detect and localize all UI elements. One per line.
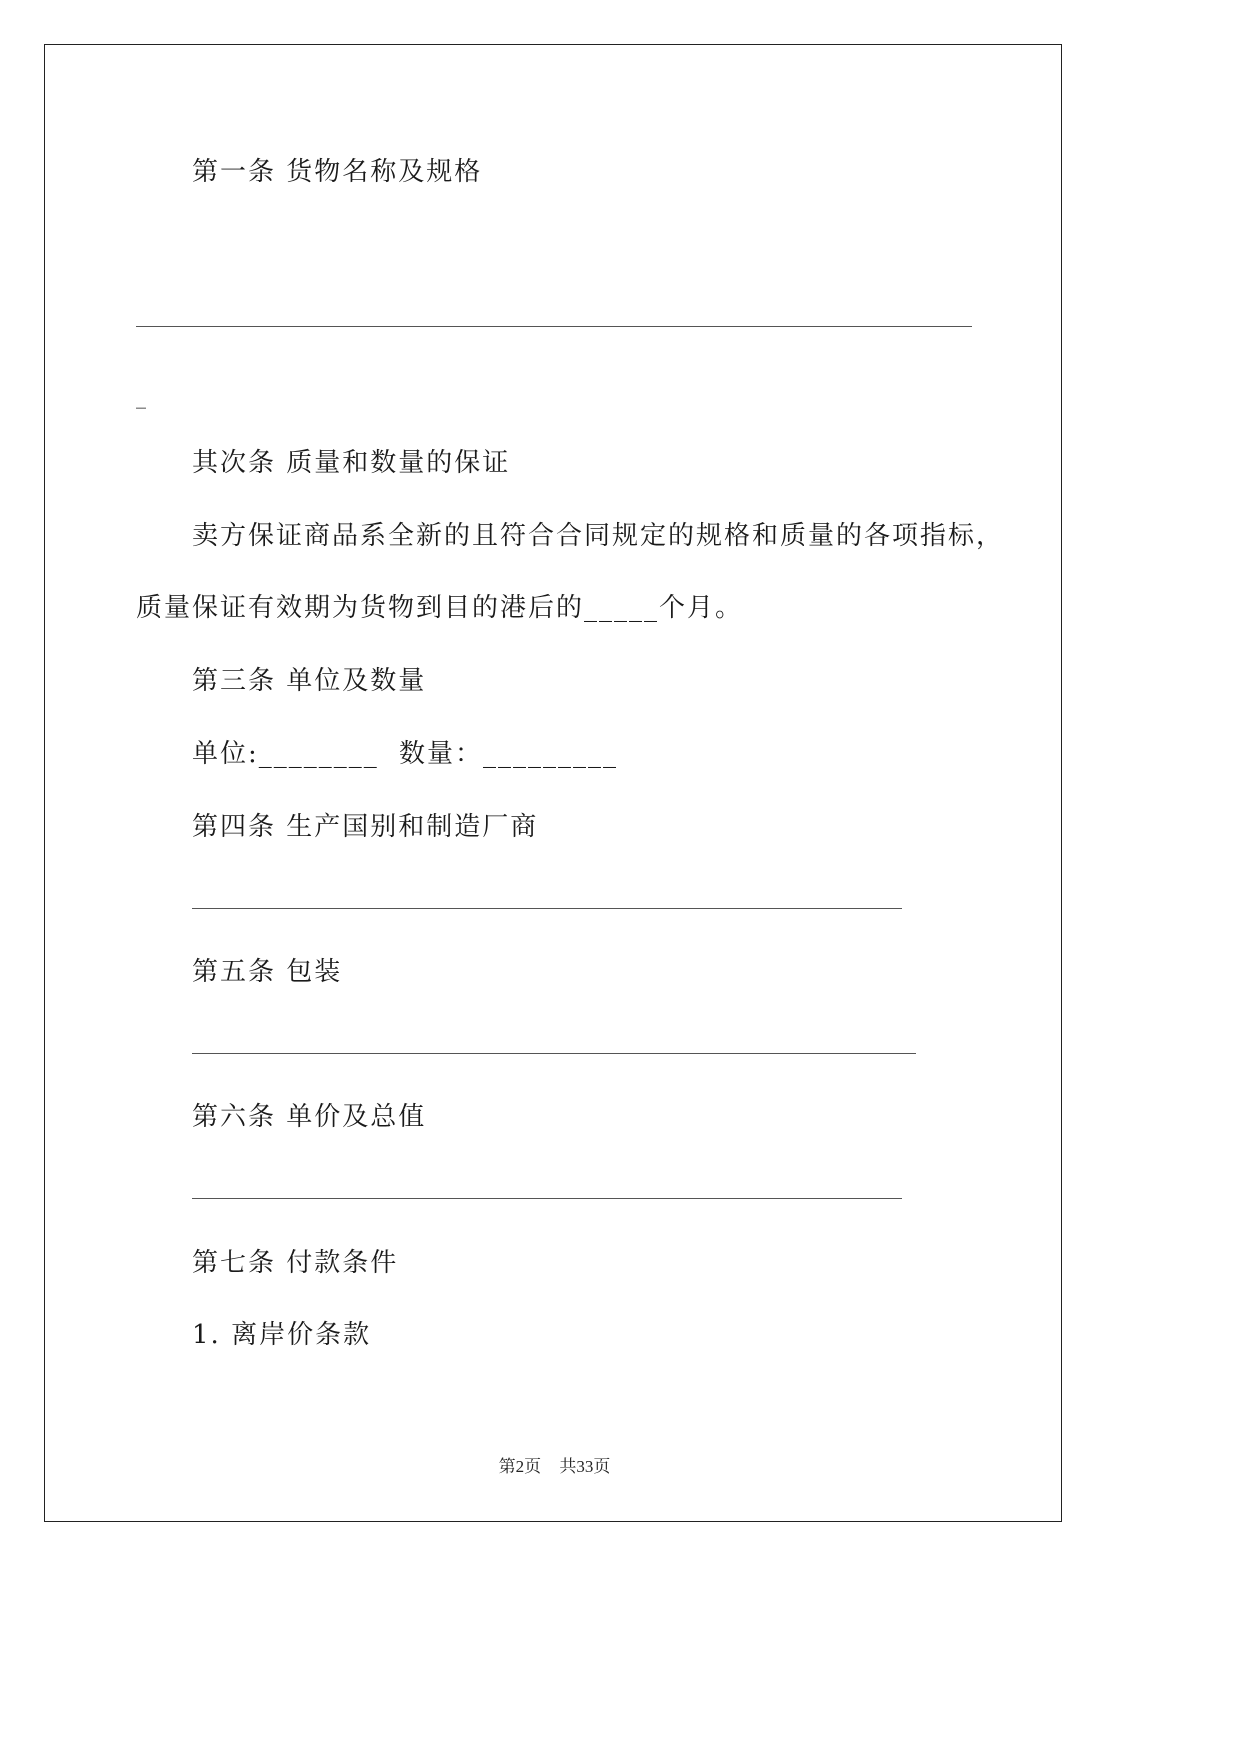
blank-line-article-4 <box>192 908 902 909</box>
total-label-before: 共 <box>559 1457 577 1476</box>
unit-label: 单位: <box>192 739 259 769</box>
page-label-after: 页 <box>524 1457 542 1476</box>
blank-line-article-6 <box>192 1198 902 1199</box>
article-2-text-after: 个月。 <box>659 593 744 623</box>
blank-line-article-1 <box>136 326 972 327</box>
article-7-item-1: 1. 离岸价条款 <box>192 1320 372 1350</box>
article-6-heading: 第六条 单价及总值 <box>192 1102 427 1132</box>
quantity-label: 数量： <box>399 739 484 769</box>
total-label-after: 页 <box>593 1457 611 1476</box>
blank-line-article-5 <box>192 1053 916 1054</box>
article-1-heading: 第一条 货物名称及规格 <box>192 157 483 187</box>
article-4-heading: 第四条 生产国别和制造厂商 <box>192 812 539 842</box>
article-2-heading: 其次条 质量和数量的保证 <box>192 448 511 478</box>
article-2-text-line2 <box>136 591 743 625</box>
article-2-text-before: 质量保证有效期为货物到目的港后的 <box>136 593 585 623</box>
article-5-heading: 第五条 包装 <box>192 957 343 987</box>
page-label-before: 第 <box>498 1457 516 1476</box>
page-footer <box>0 1452 1109 1477</box>
warranty-months-blank: _____ <box>584 593 660 623</box>
unit-quantity-line <box>192 737 618 771</box>
page-number: 2 <box>515 1457 525 1476</box>
article-2-text-line1: 卖方保证商品系全新的且符合合同规定的规格和质量的各项指标， <box>192 521 1005 551</box>
total-pages: 33 <box>576 1457 594 1476</box>
article-7-heading: 第七条 付款条件 <box>192 1248 399 1278</box>
article-3-heading: 第三条 单位及数量 <box>192 666 427 696</box>
quantity-blank: _________ <box>483 739 619 769</box>
article-1-continuation: _ <box>136 385 148 409</box>
page-border <box>44 44 1062 1522</box>
unit-blank: ________ <box>258 739 379 769</box>
